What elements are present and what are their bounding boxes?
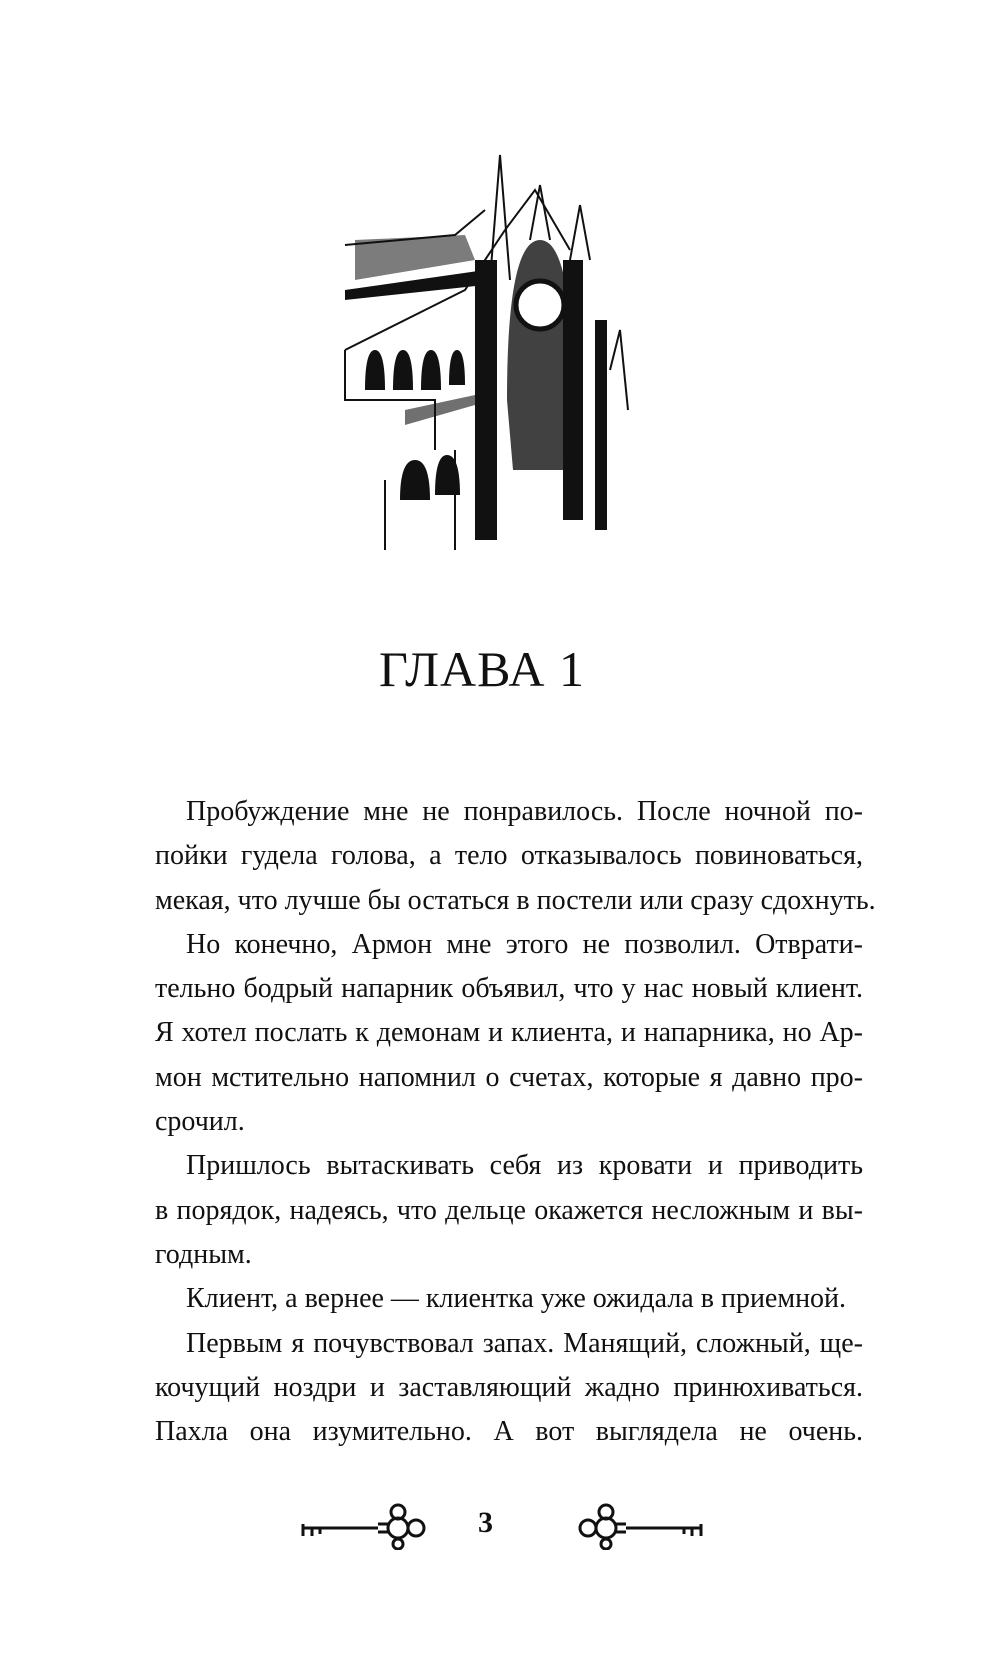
paragraph [155, 1144, 863, 1277]
page-number: 3 [478, 1506, 493, 1539]
text-line: кочущий ноздри и заставляющий жадно принюхиваться. [155, 1371, 863, 1403]
text-line: пойки гудела голова, а тело отказывалось повиноваться, [155, 840, 863, 872]
text-line: мон мстительно напомнил о счетах, которые я давно про- [155, 1061, 863, 1093]
page-footer [0, 1500, 1000, 1560]
text-line: тельно бодрый напарник объявил, что у нас новый клиент. [155, 973, 863, 1005]
paragraph [155, 1277, 863, 1321]
text-line: Я хотел послать к демонам и клиента, и напарника, но Ар- [155, 1017, 863, 1049]
body-text [155, 790, 876, 1454]
text-line: Но конечно, Армон мне этого не позволил. Отврати- [186, 928, 863, 960]
text-line: годным. [155, 1238, 252, 1270]
cathedral-illustration [335, 150, 635, 550]
text-line: Пришлось вытаскивать себя из кровати и приводить [186, 1150, 863, 1182]
text-line: Пробуждение мне не понравилось. После ночной по- [186, 796, 863, 827]
chapter-title: ГЛАВА 1 [379, 641, 585, 697]
key-ornament-right-icon [566, 1500, 706, 1550]
text-line: мекая, что лучше бы остаться в постели или сразу сдохнуть. [155, 884, 876, 916]
text-line: Клиент, а вернее — клиентка уже ожидала в приемной. [186, 1283, 847, 1315]
text-line: Первым я почувствовал запах. Манящий, сложный, ще- [186, 1327, 863, 1359]
key-ornament-left-icon [298, 1500, 438, 1550]
paragraph [155, 1322, 863, 1455]
text-line: в порядок, надеясь, что дельце окажется несложным и вы- [155, 1194, 863, 1226]
paragraph [155, 790, 876, 923]
paragraph [155, 923, 863, 1144]
text-line: срочил. [155, 1106, 245, 1138]
text-line: Пахла она изумительно. А вот выглядела не очень. [155, 1416, 863, 1448]
